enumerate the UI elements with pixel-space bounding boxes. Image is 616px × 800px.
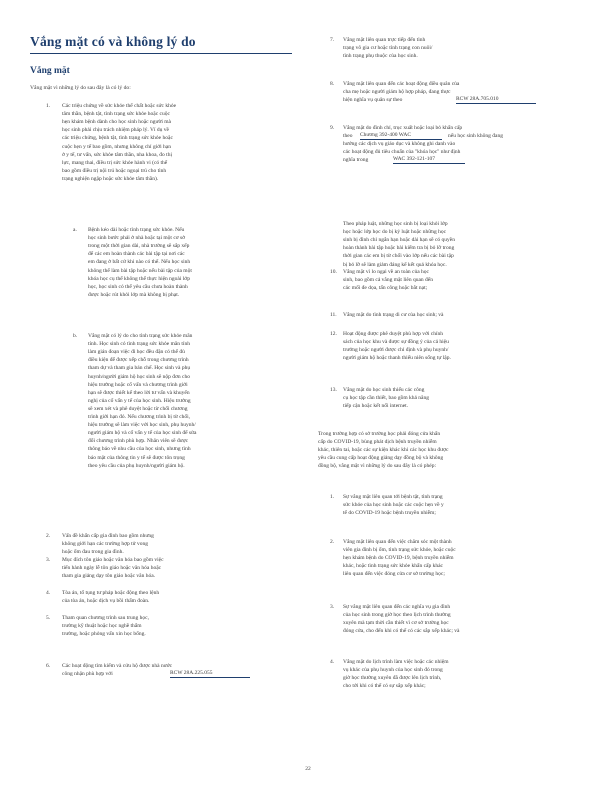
list-item-text: được hoặc rút khỏi lớp mà không bị phạt.	[88, 291, 180, 298]
covid-paragraph-line: yêu cầu cung cấp hoạt động giảng dạy đồng bộ và không	[318, 455, 444, 462]
list-item-text: trường, hoặc phỏng vấn xin học bổng.	[62, 631, 146, 638]
list-item-text: nghị của cố vấn y tế của học sinh. Hiệu trưởng	[88, 397, 191, 404]
list-item-text: viên gia đình bị ốm, tình trạng sức khỏe, hoặc cuộc	[343, 547, 456, 554]
list-item-text: trường kỹ thuật hoặc học nghề thẩm	[62, 623, 142, 630]
covid-paragraph-line: cấp do COVID-19, bùng phát dịch bệnh truyền nhiễm	[318, 439, 437, 446]
list-item-text: hiệu trưởng sẽ làm việc với học sinh, phụ huynh/	[88, 422, 196, 429]
list-item-text: trạng nghiện ngập hoặc sức khỏe tâm thần).	[62, 175, 159, 182]
intro-text: Vắng mặt vì những lý do sau đây là có lý do:	[30, 85, 131, 91]
list-item-text: Vắng mặt do đình chỉ, trục xuất hoặc loại bỏ khẩn cấp	[343, 125, 463, 131]
list-item-text: hẹn khám bệnh dành cho học sinh hoặc người mà	[62, 119, 171, 126]
list-item-text: Vắng mặt vì lo ngại về an toàn của học	[343, 269, 429, 275]
list-item-text: học sinh phải chịu trách nhiệm pháp lý. Ví dụ về	[62, 127, 169, 134]
list-item-text: sinh bị đình chỉ ngắn hạn hoặc dài hạn sẽ có quyền	[343, 237, 455, 244]
list-item-text: Hoạt động được phê duyệt phù hợp với chính	[343, 331, 443, 337]
list-item-number: 8.	[330, 81, 335, 87]
list-item-text: các hoạt động đủ tiêu chuẩn của "khóa học" như định	[343, 149, 461, 156]
list-item-text: điều kiện để được xếp chỗ trong chương trình	[88, 357, 189, 364]
wac-link[interactable]: WAC 392-121-107	[393, 156, 465, 164]
list-item-text: tâm thần, bệnh tật, tình trạng sức khỏe hoặc cuộc	[62, 111, 170, 118]
list-item-text: của tòa án, hoặc dịch vụ bồi thẩm đoàn.	[62, 598, 150, 605]
list-item-text: liên quan đến việc đóng cửa cơ sở trường học;	[343, 571, 445, 578]
list-item-text: ở y tế, tư vấn, sức khỏe tâm thần, nha khoa, đo thị	[62, 151, 172, 158]
list-item-text: để các em hoàn thành các bài tập tại nơi các	[88, 251, 185, 258]
list-item-text: vụ khác của phụ huynh của học sinh đó trong	[343, 667, 443, 674]
list-item-text: đóng cửa, cho đến khi có thể có các sắp xếp khác; và	[343, 628, 460, 635]
list-item-text: bao gồm điều trị nội trú hoặc ngoại trú cho tình	[62, 167, 167, 174]
list-item-text: hiện nghĩa vụ quân sự theo	[343, 97, 403, 104]
list-item-text: Vắng mặt liên quan đến các hoạt động điều quân của	[343, 81, 460, 87]
list-item-text: Vắng mặt do lịch trình làm việc hoặc các nhiệm	[343, 659, 449, 665]
list-item-number: 3.	[330, 604, 335, 610]
list-item-text: tiếp cận hoặc kết nối internet.	[343, 403, 409, 410]
list-item-text: Vắng mặt có lý do cho tình trạng sức khỏe mãn	[88, 333, 193, 339]
list-item-text: thời gian các em bị từ chối vào lớp nếu các bài tập	[343, 253, 454, 260]
list-item-text: Tòa án, tố tụng tư pháp hoặc động theo lệnh	[62, 590, 160, 596]
covid-paragraph-line: đồng bộ, vắng mặt vì những lý do sau đây là có phép:	[318, 463, 437, 470]
list-item-text: sẽ xem xét và phê duyệt hoặc từ chối chương	[88, 405, 188, 412]
list-item-text: người giám hộ hoặc thanh thiếu niên sống tự lập.	[343, 355, 451, 362]
list-item-text: tình trạng phụ thuộc của học sinh.	[343, 53, 418, 60]
list-item-number: 6.	[46, 663, 51, 669]
list-item-text: Vấn đề khẩn cấp gia đình bao gồm nhưng	[62, 533, 154, 539]
list-item-number: 12.	[330, 331, 337, 337]
list-item-text: Bệnh kéo dài hoặc tình trạng sức khỏe. Nếu	[88, 227, 185, 233]
list-item-text: giờ học thường xuyên đã được lên lịch trình,	[343, 675, 442, 682]
list-item-text: xuyên mà tạm thời cần thiết vì cơ sở trường học	[343, 620, 449, 627]
list-item-text: khóa học cụ thể không thể thực hiện ngoài lớp	[88, 275, 190, 282]
list-item-number: 7.	[330, 37, 335, 43]
list-item-text: hướng các dịch vụ giáo dục và không ghi danh vào	[343, 141, 456, 148]
list-item-number: 4.	[330, 659, 335, 665]
list-item-number: 1.	[330, 494, 335, 500]
list-item-text: nghĩa trong	[343, 157, 369, 164]
list-item-text: Sự vắng mặt liên quan đến các nghĩa vụ gia đình	[343, 604, 451, 610]
list-item-text: của học sinh trong giờ học theo lịch trình thường	[343, 612, 451, 619]
list-item-text: hoàn thành bài tập hoặc bài kiểm tra bị bỏ lỡ trong	[343, 245, 455, 252]
list-item-text: Các hoạt động tìm kiếm và cứu hộ được nhà nước	[62, 663, 173, 669]
list-item-text: hẹn khám bệnh do COVID-19, bệnh truyền nhiễm	[343, 555, 454, 562]
list-item-text: bị bỏ lỡ sẽ làm giảm đáng kể kết quả khóa học.	[343, 261, 447, 268]
list-item-text: Vắng mặt do học sinh thiếu các công	[343, 387, 425, 393]
list-item-number: 10.	[330, 269, 337, 275]
page-number: 22	[305, 766, 311, 772]
rcw-link[interactable]: RCW 28A.705.010	[456, 96, 536, 104]
page-title: Vắng mặt có và không lý do	[30, 34, 292, 54]
list-item-number: 2.	[46, 533, 51, 539]
list-item-text: tế do COVID-19 hoặc bệnh truyền nhiễm;	[343, 510, 436, 517]
list-item-text: học, học sinh có thể yêu cầu chưa hoàn thành	[88, 283, 188, 290]
list-item-number: 2.	[330, 539, 335, 545]
list-item-text: các mối đe dọa, tấn công hoặc bắt nạt;	[343, 285, 428, 292]
list-item-text: Vắng mặt liên quan trực tiếp đến tình	[343, 37, 426, 43]
section-heading: Vắng mặt	[30, 66, 70, 76]
list-item-number: b.	[73, 333, 78, 339]
rcw-link[interactable]: RCW 28A.225.055	[170, 670, 250, 678]
list-item-text: Theo pháp luật, những học sinh bị loại khỏi lớp	[343, 221, 448, 227]
list-item-text: trong một thời gian dài, nhà trường sẽ sắp xếp	[88, 243, 190, 250]
list-item-text: Tham quan chương trình sau trung học,	[62, 615, 149, 621]
covid-paragraph-line: Trong trường hợp có sở trường học phải đóng cửa khẩn	[318, 431, 441, 437]
list-item-text: theo yêu cầu của phụ huynh/người giám hộ.	[88, 462, 185, 469]
covid-paragraph-line: khác, thiên tai, hoặc các sự kiện khác khi các học khu được	[318, 447, 449, 454]
list-item-text: các triệu chứng, bệnh tật, tình trạng sức khỏe hoặc	[62, 135, 173, 142]
list-item-text: trưởng hoặc người được chỉ định và phụ huynh/	[343, 347, 449, 354]
list-item-text: em đang ở bất cứ khi nào có thể. Nếu học sinh	[88, 259, 191, 266]
list-item-text: tiến hành ngày lễ tôn giáo hoặc văn hóa hoặc	[62, 565, 162, 572]
list-item-number: 9.	[330, 125, 335, 131]
list-item-text: cuộc hẹn y tế bao gồm, nhưng không chỉ giới hạn	[62, 143, 171, 150]
list-item-text: tham dự và tham gia bán chế. Học sinh và phụ	[88, 365, 191, 372]
list-item-text: người giám hộ và cố vấn y tế của học sinh để sửa	[88, 430, 197, 437]
list-item-text: không thể làm bài tập hoặc nếu bài tập của một	[88, 267, 192, 274]
list-item-number: 1.	[46, 103, 51, 109]
list-item-text: Các triệu chứng về sức khỏe thể chất hoặc sức khỏe	[62, 103, 177, 109]
list-item-text: tính. Học sinh có tình trạng sức khỏe mãn tính	[88, 341, 190, 348]
list-item-text: trạng vô gia cư hoặc tình trạng con nuôi/	[343, 45, 433, 52]
list-item-text: cha mẹ hoặc người giám hộ hợp pháp, đang thực	[343, 89, 451, 96]
list-item-text: sinh, bao gồm cả vắng mặt liên quan đến	[343, 277, 433, 284]
list-item-number: 3.	[46, 557, 51, 563]
list-item-text: không giới hạn các trường hợp tử vong	[62, 541, 149, 548]
list-item-text: lực, mang thai, điều trị sức khỏe hành vi (có thể	[62, 159, 168, 166]
list-item-number: 5.	[46, 615, 51, 621]
list-item-text: học sinh bước phải ở nhà hoặc tại một cơ sở	[88, 235, 186, 242]
list-item-text: huynh/người giám hộ học sinh sẽ nộp đơn cho	[88, 373, 190, 380]
list-item-text: thông báo về nhu cầu của học sinh, nhưng tình	[88, 446, 191, 453]
list-item-text: công nhận phù hợp với	[62, 671, 113, 678]
list-item-number: 4.	[46, 590, 51, 596]
list-item-text: trình giới hạn đó. Nếu chương trình bị từ chối,	[88, 414, 191, 420]
list-item-text: khác, hoặc tình trạng sức khỏe khẩn cấp khác	[343, 563, 443, 570]
list-item-number: 11.	[330, 312, 337, 318]
list-item-text: sách của học khu và được sự đồng ý của cả hiệu	[343, 339, 449, 346]
list-item-text: cụ học tập cần thiết, bao gồm khả năng	[343, 395, 429, 402]
list-item-text: nếu học sinh không đang	[448, 133, 503, 140]
list-item-text: đổi chương trình phù hợp. Nhân viên sẽ được	[88, 438, 189, 445]
wac-chapter-link[interactable]: Chương 392-400 WAC	[360, 132, 442, 140]
list-item-text: báo mật của thông tin y tế sẽ được tôn trọng	[88, 454, 185, 461]
list-item-number: a.	[73, 227, 77, 233]
list-item-text: theo	[343, 133, 353, 140]
list-item-text: hoặc ốm đau trong gia đình.	[62, 549, 124, 556]
list-item-text: cho tới khi có thể có sự sắp xếp khác;	[343, 683, 426, 690]
list-item-text: tham gia giảng dạy tôn giáo hoặc văn hóa.	[62, 573, 156, 580]
list-item-text: sức khỏe của học sinh hoặc các cuộc hẹn về y	[343, 502, 444, 509]
list-item-text: Vắng mặt liên quan đến việc chăm sóc một thành	[343, 539, 452, 545]
list-item-text: học hoặc lớp học do bị kỷ luật hoặc những học	[343, 229, 447, 236]
list-item-text: Sự vắng mặt liên quan tới bệnh tật, tình trạng	[343, 494, 443, 500]
list-item-number: 13.	[330, 387, 337, 393]
list-item-text: hạn sẽ được thiết kế theo lời tư vấn và khuyến	[88, 389, 190, 396]
list-item-text: Mục đích tôn giáo hoặc văn hóa bao gồm việc	[62, 557, 164, 563]
list-item-text: hiệu trưởng hoặc cố vấn và chương trình giới	[88, 381, 188, 388]
list-item-text: làm gián đoạn việc đi học đều đặn có thể đủ	[88, 349, 185, 356]
list-item-text: Vắng mặt do tình trạng di cư của học sinh; và	[343, 312, 444, 318]
